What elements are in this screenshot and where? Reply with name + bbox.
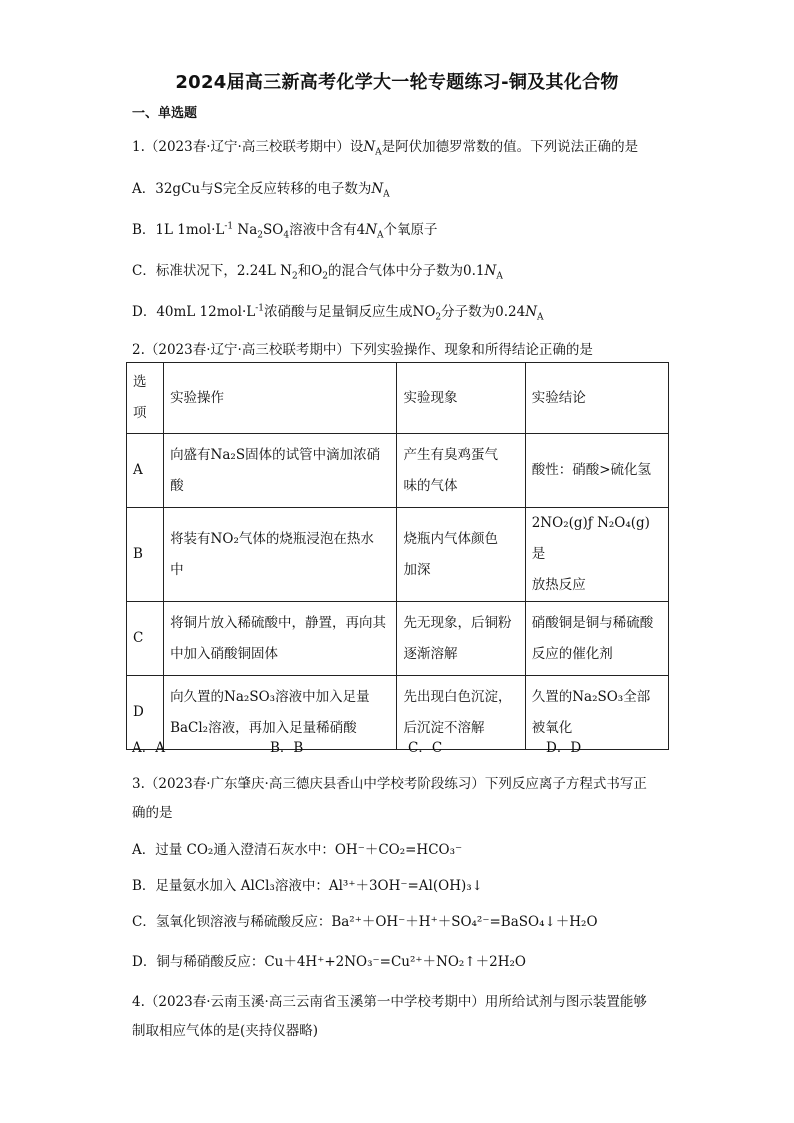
question-3-option-b: B．足量氨水加入 AlCl₃溶液中：Al³⁺＋3OH⁻=Al(OH)₃↓ (132, 878, 483, 894)
table-row (127, 602, 669, 676)
question-3-option-d: D．铜与稀硝酸反应：Cu＋4H⁺+2NO₃⁻=Cu²⁺＋NO₂↑＋2H₂O (132, 954, 526, 970)
question-3-option-a: A．过量 CO₂通入澄清石灰水中：OH⁻＋CO₂=HCO₃⁻ (132, 842, 463, 858)
row-phenomenon: 先无现象，后铜粉 逐渐溶解 (397, 602, 525, 676)
question-3-stem-line-2: 确的是 (132, 805, 173, 821)
row-option: D (127, 676, 164, 750)
table-row (127, 508, 669, 602)
question-4-stem-line-2: 制取相应气体的是(夹持仪器略) (132, 1023, 319, 1039)
row-operation: 向盛有Na₂S固体的试管中滴加浓硝 酸 (164, 434, 397, 508)
row-conclusion: 硝酸铜是铜与稀硫酸 反应的催化剂 (525, 602, 668, 676)
question-1-option-d: D．40mL $12mol\cdot L^{-1}$浓硝酸与足量铜反应生成$NO_2$分子数为$0.24N_A$ (132, 303, 544, 323)
question-3-stem-line-1: 3.（2023春·广东肇庆·高三德庆县香山中学校考阶段练习）下列反应离子方程式书写正 (132, 776, 647, 792)
row-option: B (127, 508, 164, 602)
header-phenomenon: 实验现象 (397, 363, 525, 434)
header-option: 选项 (127, 363, 164, 434)
choice-b: B．B (270, 740, 304, 756)
row-phenomenon: 产生有臭鸡蛋气 味的气体 (397, 434, 525, 508)
row-phenomenon: 先出现白色沉淀， 后沉淀不溶解 (397, 676, 525, 750)
experiment-table (126, 362, 669, 750)
question-2-choices (132, 736, 692, 756)
document-title: 2024届高三新高考化学大一轮专题练习-铜及其化合物 (175, 72, 619, 93)
header-operation: 实验操作 (164, 363, 397, 434)
choice-d: D．D (546, 740, 582, 756)
row-conclusion: 2NO₂(g)ƒ N₂O₄(g)是 放热反应 (525, 508, 668, 602)
row-conclusion: 久置的Na₂SO₃全部 被氧化 (525, 676, 668, 750)
question-2-stem: 2.（2023春·辽宁·高三校联考期中）下列实验操作、现象和所得结论正确的是 (132, 342, 593, 358)
question-1-option-a: A．32gCu与S完全反应转移的电子数为$N_A$ (132, 181, 390, 200)
question-1-stem: 1.（2023春·辽宁·高三校联考期中）设$N_A$是阿伏加德罗常数的值。下列说法正确的是 (132, 139, 639, 158)
row-operation: 将装有NO₂气体的烧瓶浸泡在热水 中 (164, 508, 397, 602)
header-conclusion: 实验结论 (525, 363, 668, 434)
section-heading: 一、单选题 (132, 106, 198, 121)
question-4-stem-line-1: 4.（2023春·云南玉溪·高三云南省玉溪第一中学校考期中）用所给试剂与图示装置能够 (132, 994, 647, 1010)
row-conclusion: 酸性：硝酸>硫化氢 (525, 434, 668, 508)
choice-c: C．C (408, 740, 443, 756)
row-operation: 将铜片放入稀硫酸中，静置，再向其 中加入硝酸铜固体 (164, 602, 397, 676)
question-3-option-c: C．氢氧化钡溶液与稀硫酸反应：Ba²⁺＋OH⁻＋H⁺＋SO₄²⁻=BaSO₄↓＋H₂O (132, 914, 598, 930)
row-option: C (127, 602, 164, 676)
row-option: A (127, 434, 164, 508)
table-row (127, 434, 669, 508)
choice-a: A．A (132, 740, 165, 756)
question-1-option-c: C．标准状况下，2.24L $N_2$和$O_2$的混合气体中分子数为$0.1N_A$ (132, 263, 503, 282)
row-operation: 向久置的Na₂SO₃溶液中加入足量 BaCl₂溶液，再加入足量稀硝酸 (164, 676, 397, 750)
avogadro-symbol: N (363, 139, 376, 155)
question-1-option-b: B．1L $1mol\cdot L^{-1}$ $Na_2SO_4$溶液中含有$4N_A$个氧原子 (132, 221, 438, 241)
row-phenomenon: 烧瓶内气体颜色 加深 (397, 508, 525, 602)
table-header-row (127, 363, 669, 434)
